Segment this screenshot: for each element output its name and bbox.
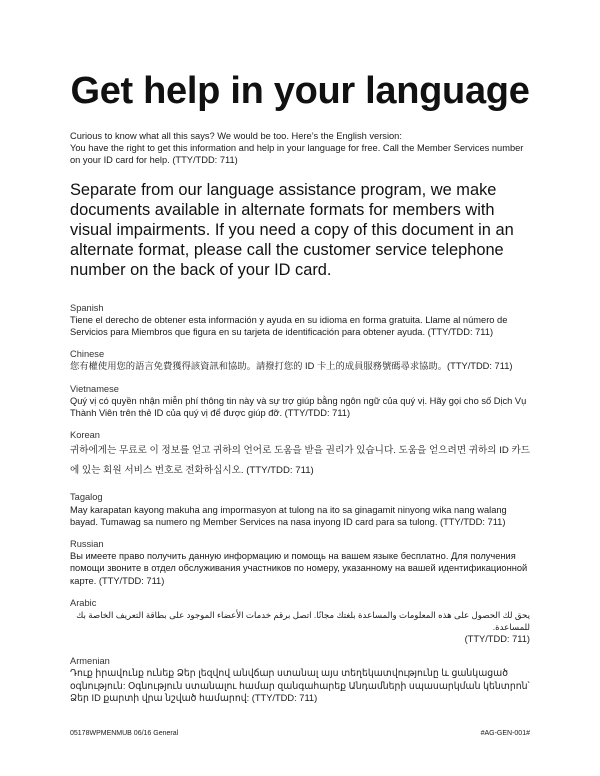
- intro-rights-statement: You have the right to get this information and help in your language for free. Call the Member Services number on your ID card for help. (TTY/TDD: 711): [70, 143, 524, 166]
- language-text: 귀하에게는 무료로 이 정보를 얻고 귀하의 언어로 도움을 받을 권리가 있습니다. 도움을 얻으려면 귀하의 ID 카드에 있는 회원 서비스 번호로 전화하십시오. (TTY/TDD: 711): [70, 445, 531, 477]
- language-text: Tiene el derecho de obtener esta información y ayuda en su idioma en forma gratuita. Llame al número de Servicios para Miembros que figura en su tarjeta de identificación para obtener ayuda. (TTY/TDD: 711): [70, 314, 508, 338]
- language-name: Spanish: [70, 302, 104, 313]
- language-block-spanish: [70, 302, 530, 339]
- english-intro: [70, 130, 530, 167]
- language-text: Quý vị có quyền nhận miễn phí thông tin này và sự trợ giúp bằng ngôn ngữ của quý vị. Hãy gọi cho số Dịch Vụ Thành Viên trên thẻ ID của quý vị để được giúp đỡ. (TTY/TDD: 711): [70, 395, 527, 419]
- language-name: Arabic: [70, 597, 97, 608]
- language-name: Vietnamese: [70, 383, 119, 394]
- language-name: Tagalog: [70, 492, 103, 503]
- language-block-tagalog: [70, 491, 530, 528]
- language-text: 您有權使用您的語言免費獲得該資訊和協助。請撥打您的 ID 卡上的成員服務號碼尋求協助。(TTY/TDD: 711): [70, 361, 513, 372]
- language-block-russian: [70, 538, 530, 587]
- language-name: Korean: [70, 430, 100, 441]
- page-footer: [70, 729, 530, 738]
- intro-question: Curious to know what all this says? We would be too. Here’s the English version:: [70, 131, 402, 141]
- language-block-armenian: [70, 655, 530, 704]
- language-name: Armenian: [70, 656, 110, 667]
- language-text: Դուք իրավունք ունեք Ձեր լեզվով անվճար ստանալ այս տեղեկատվությունը և ցանկացած օգնություն: Օգնություն ստանալու համար զանգահարեք Անդամների սպասարկման կենտրոն՝ Ձեր ID քարտի վրա նշված համարով: (TTY/TDD: 711): [70, 668, 530, 703]
- footer-form-id: #AG-GEN-001#: [480, 730, 530, 737]
- language-name: Chinese: [70, 349, 105, 360]
- language-name: Russian: [70, 539, 104, 550]
- alternate-format-notice: Separate from our language assistance program, we make documents available in alternate formats for members with visual impairments. If you need a copy of this document in an alternate format, please call the customer service telephone number on the back of your ID card.: [70, 180, 514, 280]
- language-block-vietnamese: [70, 383, 530, 420]
- page-title: Get help in your language: [70, 70, 530, 112]
- language-tty-suffix: (TTY/TDD: 711): [464, 634, 530, 645]
- language-text: يحق لك الحصول على هذه المعلومات والمساعدة بلغتك مجانًا. اتصل برقم خدمات الأعضاء الموجود على بطاقة التعريف الخاصة بك للمساعدة.: [76, 610, 530, 633]
- language-block-chinese: [70, 348, 530, 372]
- language-text: Вы имеете право получить данную информацию и помощь на вашем языке бесплатно. Для получения помощи звоните в отдел обслуживания участников по номеру, указанному на вашей идентификационной карте. (TTY/TDD: 711): [70, 551, 528, 586]
- language-text: May karapatan kayong makuha ang impormasyon at tulong na ito sa ginagamit ninyong wika nang walang bayad. Tumawag sa numero ng Member Services na nasa inyong ID card para sa tulong. (TTY/TDD: 711): [70, 504, 507, 527]
- language-block-korean: [70, 429, 530, 481]
- footer-document-code: 05178WPMENMUB 06/16 General: [70, 730, 179, 737]
- language-block-arabic: [70, 597, 530, 645]
